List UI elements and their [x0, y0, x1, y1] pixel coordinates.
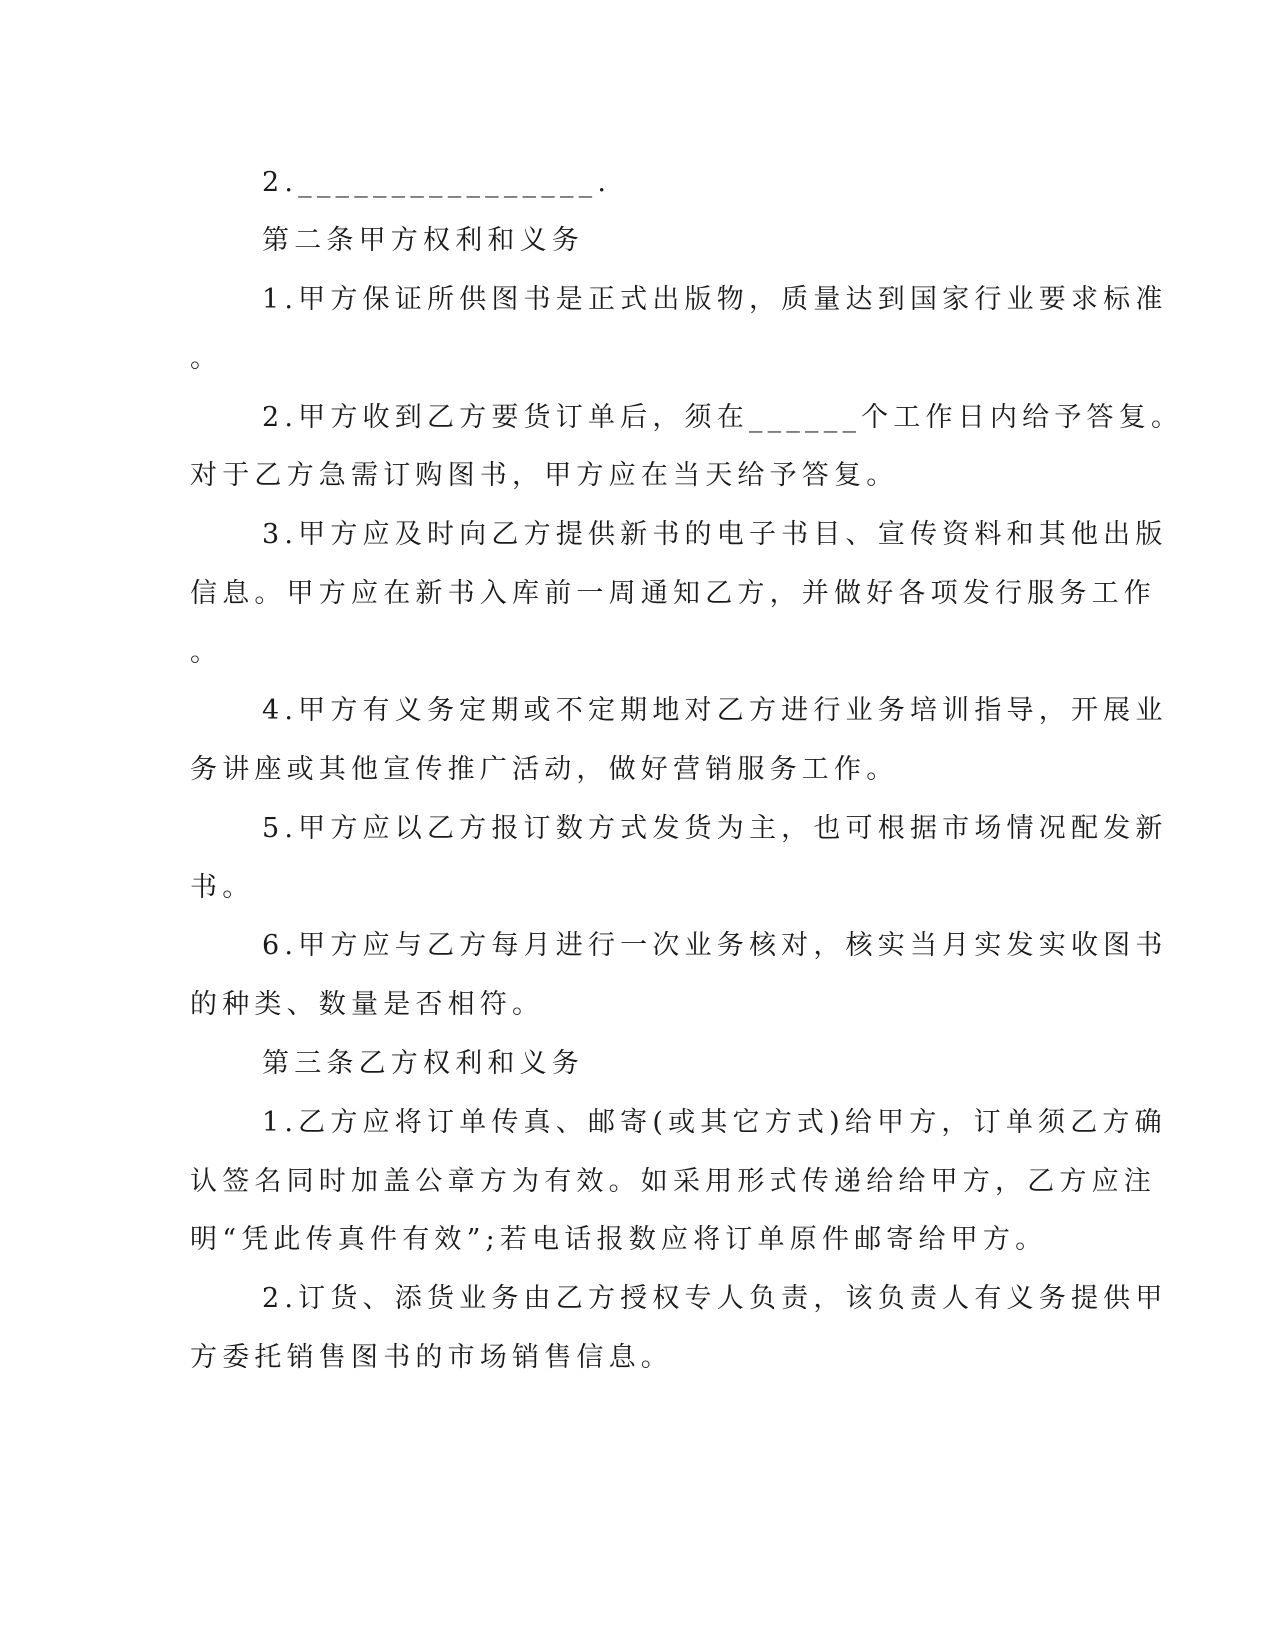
paragraph-line: 方委托销售图书的市场销售信息。	[190, 1342, 673, 1373]
paragraph-line: 的种类、数量是否相符。	[190, 989, 545, 1020]
paragraph-line: 4.甲方有义务定期或不定期地对乙方进行业务培训指导，开展业	[262, 695, 1168, 726]
paragraph-line: 。	[190, 343, 223, 374]
paragraph-line: 。	[190, 637, 223, 668]
paragraph-line: 书。	[190, 872, 255, 903]
paragraph-line: 信息。甲方应在新书入库前一周通知乙方，并做好各项发行服务工作	[190, 578, 1156, 609]
section-heading-party-a: 第二条甲方权利和义务	[262, 225, 584, 256]
paragraph-line: 务讲座或其他宣传推广活动，做好营销服务工作。	[190, 754, 899, 785]
paragraph-line: 1.乙方应将订单传真、邮寄(或其它方式)给甲方，订单须乙方确	[262, 1107, 1167, 1138]
list-item-blank-2: 2.________________.	[262, 167, 612, 198]
paragraph-line: 5.甲方应以乙方报订数方式发货为主，也可根据市场情况配发新	[262, 813, 1168, 844]
paragraph-line: 2.甲方收到乙方要货订单后，须在______个工作日内给予答复。	[262, 402, 1184, 433]
paragraph-line: 1.甲方保证所供图书是正式出版物，质量达到国家行业要求标准	[262, 284, 1168, 315]
paragraph-line: 2.订货、添货业务由乙方授权专人负责，该负责人有义务提供甲	[262, 1283, 1168, 1314]
section-heading-party-b: 第三条乙方权利和义务	[262, 1048, 584, 1079]
paragraph-line: 对于乙方急需订购图书，甲方应在当天给予答复。	[190, 460, 899, 491]
paragraph-line: 认签名同时加盖公章方为有效。如采用形式传递给给甲方，乙方应注	[190, 1166, 1156, 1197]
paragraph-line: 3.甲方应及时向乙方提供新书的电子书目、宣传资料和其他出版	[262, 519, 1168, 550]
paragraph-line: 明“凭此传真件有效”;若电话报数应将订单原件邮寄给甲方。	[190, 1224, 1048, 1255]
paragraph-line: 6.甲方应与乙方每月进行一次业务核对，核实当月实发实收图书	[262, 930, 1168, 961]
